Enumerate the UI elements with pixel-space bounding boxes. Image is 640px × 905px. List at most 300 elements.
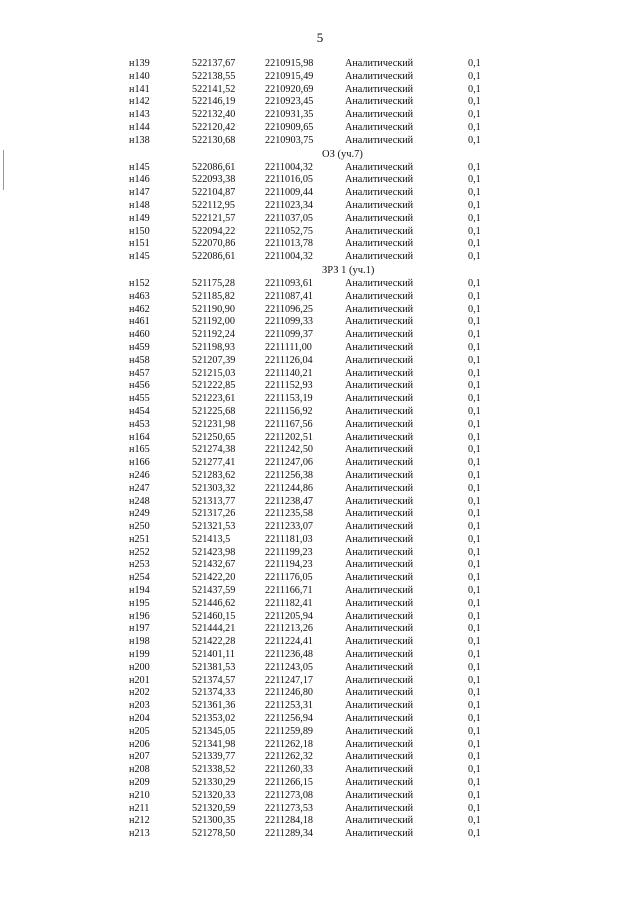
y-coordinate-cell: 2211194,23 (265, 559, 313, 571)
table-row (0, 572, 640, 585)
table-row (0, 342, 640, 355)
table-row (0, 598, 640, 611)
table-row (0, 393, 640, 406)
y-coordinate-cell: 2211166,71 (265, 585, 313, 597)
point-id-cell: н211 (129, 802, 150, 814)
y-coordinate-cell: 2211224,41 (265, 636, 314, 648)
section-heading-row (0, 148, 640, 162)
accuracy-cell: 0,1 (468, 482, 481, 494)
y-coordinate-cell: 2211233,07 (265, 521, 314, 533)
method-cell: Аналитический (345, 121, 414, 133)
point-id-cell: н151 (129, 238, 150, 250)
x-coordinate-cell: 521437,59 (192, 585, 236, 597)
table-row (0, 432, 640, 445)
point-id-cell: н253 (129, 559, 150, 571)
point-id-cell: н140 (129, 70, 150, 82)
accuracy-cell: 0,1 (468, 393, 481, 405)
x-coordinate-cell: 521321,53 (192, 521, 236, 533)
method-cell: Аналитический (345, 521, 414, 533)
x-coordinate-cell: 521185,82 (192, 290, 235, 302)
y-coordinate-cell: 2211213,26 (265, 623, 314, 635)
y-coordinate-cell: 2211253,31 (265, 700, 314, 712)
table-row (0, 84, 640, 97)
point-id-cell: н199 (129, 649, 150, 661)
accuracy-cell: 0,1 (468, 161, 481, 173)
table-row (0, 559, 640, 572)
accuracy-cell: 0,1 (468, 725, 481, 737)
accuracy-cell: 0,1 (468, 777, 481, 789)
y-coordinate-cell: 2211247,17 (265, 674, 314, 686)
method-cell: Аналитический (345, 354, 414, 366)
accuracy-cell: 0,1 (468, 713, 481, 725)
accuracy-cell: 0,1 (468, 828, 481, 840)
accuracy-cell: 0,1 (468, 96, 481, 108)
point-id-cell: н146 (129, 174, 150, 186)
accuracy-cell: 0,1 (468, 597, 481, 609)
accuracy-cell: 0,1 (468, 700, 481, 712)
table-row (0, 815, 640, 828)
y-coordinate-cell: 2211244,86 (265, 482, 314, 494)
point-id-cell: н205 (129, 725, 150, 737)
point-id-cell: н209 (129, 777, 150, 789)
table-row (0, 187, 640, 200)
x-coordinate-cell: 521207,39 (192, 354, 236, 366)
table-row (0, 135, 640, 148)
x-coordinate-cell: 521313,77 (192, 495, 236, 507)
accuracy-cell: 0,1 (468, 290, 481, 302)
table-row (0, 304, 640, 317)
y-coordinate-cell: 2211236,48 (265, 649, 314, 661)
x-coordinate-cell: 521192,00 (192, 316, 235, 328)
y-coordinate-cell: 2211259,89 (265, 725, 314, 737)
y-coordinate-cell: 2211262,32 (265, 751, 314, 763)
point-id-cell: н141 (129, 83, 150, 95)
table-row (0, 355, 640, 368)
table-row (0, 739, 640, 752)
method-cell: Аналитический (345, 495, 414, 507)
x-coordinate-cell: 521231,98 (192, 418, 236, 430)
y-coordinate-cell: 2211099,37 (265, 329, 314, 341)
x-coordinate-cell: 522086,61 (192, 161, 236, 173)
x-coordinate-cell: 521300,35 (192, 815, 236, 827)
method-cell: Аналитический (345, 393, 414, 405)
accuracy-cell: 0,1 (468, 109, 481, 121)
point-id-cell: н453 (129, 418, 150, 430)
page-number: 5 (316, 30, 324, 45)
table-row (0, 380, 640, 393)
table-row (0, 316, 640, 329)
method-cell: Аналитический (345, 341, 414, 353)
point-id-cell: н252 (129, 546, 150, 558)
table-row (0, 675, 640, 688)
table-row (0, 483, 640, 496)
x-coordinate-cell: 521345,05 (192, 725, 236, 737)
table-row (0, 226, 640, 239)
y-coordinate-cell: 2211202,51 (265, 431, 314, 443)
point-id-cell: н201 (129, 674, 150, 686)
x-coordinate-cell: 522132,40 (192, 109, 236, 121)
method-cell: Аналитический (345, 777, 414, 789)
y-coordinate-cell: 2211126,04 (265, 354, 313, 366)
x-coordinate-cell: 522141,52 (192, 83, 236, 95)
x-coordinate-cell: 521225,68 (192, 405, 236, 417)
table-row (0, 419, 640, 432)
y-coordinate-cell: 2211256,38 (265, 469, 314, 481)
point-id-cell: н202 (129, 687, 150, 699)
table-row (0, 200, 640, 213)
accuracy-cell: 0,1 (468, 789, 481, 801)
accuracy-cell: 0,1 (468, 329, 481, 341)
point-id-cell: н198 (129, 636, 150, 648)
accuracy-cell: 0,1 (468, 815, 481, 827)
x-coordinate-cell: 521278,50 (192, 828, 236, 840)
x-coordinate-cell: 521338,52 (192, 764, 236, 776)
y-coordinate-cell: 2211037,05 (265, 212, 314, 224)
y-coordinate-cell: 2211004,32 (265, 251, 314, 263)
x-coordinate-cell: 521303,32 (192, 482, 236, 494)
x-coordinate-cell: 521341,98 (192, 738, 236, 750)
y-coordinate-cell: 2210909,65 (265, 121, 314, 133)
table-row (0, 623, 640, 636)
x-coordinate-cell: 521423,98 (192, 546, 236, 558)
point-id-cell: н458 (129, 354, 150, 366)
method-cell: Аналитический (345, 316, 414, 328)
accuracy-cell: 0,1 (468, 341, 481, 353)
table-row (0, 329, 640, 342)
table-row (0, 649, 640, 662)
table-row (0, 368, 640, 381)
accuracy-cell: 0,1 (468, 187, 481, 199)
accuracy-cell: 0,1 (468, 212, 481, 224)
y-coordinate-cell: 2211199,23 (265, 546, 313, 558)
method-cell: Аналитический (345, 713, 414, 725)
y-coordinate-cell: 2211167,56 (265, 418, 313, 430)
method-cell: Аналитический (345, 431, 414, 443)
point-id-cell: н461 (129, 316, 150, 328)
point-id-cell: н164 (129, 431, 150, 443)
x-coordinate-cell: 521444,21 (192, 623, 236, 635)
method-cell: Аналитический (345, 457, 414, 469)
y-coordinate-cell: 2210903,75 (265, 134, 314, 146)
y-coordinate-cell: 2211013,78 (265, 238, 314, 250)
method-cell: Аналитический (345, 469, 414, 481)
y-coordinate-cell: 2211023,34 (265, 199, 314, 211)
accuracy-cell: 0,1 (468, 764, 481, 776)
y-coordinate-cell: 2211284,18 (265, 815, 314, 827)
scan-edge-mark (3, 150, 4, 190)
y-coordinate-cell: 2211096,25 (265, 303, 314, 315)
table-row (0, 496, 640, 509)
method-cell: Аналитический (345, 649, 414, 661)
table-row (0, 547, 640, 560)
y-coordinate-cell: 2210915,49 (265, 70, 314, 82)
x-coordinate-cell: 521432,67 (192, 559, 236, 571)
method-cell: Аналитический (345, 546, 414, 558)
x-coordinate-cell: 521374,33 (192, 687, 236, 699)
point-id-cell: н210 (129, 789, 150, 801)
x-coordinate-cell: 521250,65 (192, 431, 236, 443)
table-row (0, 109, 640, 122)
point-id-cell: н247 (129, 482, 150, 494)
x-coordinate-cell: 522120,42 (192, 121, 236, 133)
accuracy-cell: 0,1 (468, 623, 481, 635)
method-cell: Аналитический (345, 187, 414, 199)
y-coordinate-cell: 2211176,05 (265, 572, 313, 584)
point-id-cell: н454 (129, 405, 150, 417)
method-cell: Аналитический (345, 585, 414, 597)
table-row (0, 636, 640, 649)
x-coordinate-cell: 521320,33 (192, 789, 236, 801)
point-id-cell: н249 (129, 508, 150, 520)
point-id-cell: н459 (129, 341, 150, 353)
method-cell: Аналитический (345, 161, 414, 173)
table-row (0, 777, 640, 790)
y-coordinate-cell: 2210931,35 (265, 109, 314, 121)
point-id-cell: н463 (129, 290, 150, 302)
method-cell: Аналитический (345, 174, 414, 186)
x-coordinate-cell: 521190,90 (192, 303, 235, 315)
table-row (0, 251, 640, 264)
accuracy-cell: 0,1 (468, 572, 481, 584)
accuracy-cell: 0,1 (468, 238, 481, 250)
accuracy-cell: 0,1 (468, 431, 481, 443)
accuracy-cell: 0,1 (468, 636, 481, 648)
x-coordinate-cell: 521215,03 (192, 367, 236, 379)
method-cell: Аналитический (345, 405, 414, 417)
point-id-cell: н152 (129, 277, 150, 289)
method-cell: Аналитический (345, 225, 414, 237)
method-cell: Аналитический (345, 559, 414, 571)
accuracy-cell: 0,1 (468, 121, 481, 133)
accuracy-cell: 0,1 (468, 444, 481, 456)
x-coordinate-cell: 522138,55 (192, 70, 236, 82)
accuracy-cell: 0,1 (468, 251, 481, 263)
method-cell: Аналитический (345, 70, 414, 82)
accuracy-cell: 0,1 (468, 495, 481, 507)
y-coordinate-cell: 2211273,08 (265, 789, 314, 801)
y-coordinate-cell: 2211004,32 (265, 161, 314, 173)
point-id-cell: н197 (129, 623, 150, 635)
accuracy-cell: 0,1 (468, 802, 481, 814)
y-coordinate-cell: 2211111,00 (265, 341, 312, 353)
table-row (0, 71, 640, 84)
point-id-cell: н147 (129, 187, 150, 199)
accuracy-cell: 0,1 (468, 277, 481, 289)
x-coordinate-cell: 521401,11 (192, 649, 235, 661)
x-coordinate-cell: 522130,68 (192, 134, 236, 146)
y-coordinate-cell: 2210923,45 (265, 96, 314, 108)
accuracy-cell: 0,1 (468, 174, 481, 186)
x-coordinate-cell: 521283,62 (192, 469, 236, 481)
method-cell: Аналитический (345, 444, 414, 456)
x-coordinate-cell: 521198,93 (192, 341, 235, 353)
point-id-cell: н195 (129, 597, 150, 609)
table-row (0, 96, 640, 109)
table-row (0, 213, 640, 226)
accuracy-cell: 0,1 (468, 354, 481, 366)
point-id-cell: н165 (129, 444, 150, 456)
y-coordinate-cell: 2211087,41 (265, 290, 314, 302)
method-cell: Аналитический (345, 238, 414, 250)
x-coordinate-cell: 521192,24 (192, 329, 235, 341)
accuracy-cell: 0,1 (468, 58, 481, 69)
point-id-cell: н254 (129, 572, 150, 584)
accuracy-cell: 0,1 (468, 546, 481, 558)
table-row (0, 444, 640, 457)
table-row (0, 700, 640, 713)
table-row (0, 521, 640, 534)
y-coordinate-cell: 2211262,18 (265, 738, 314, 750)
y-coordinate-cell: 2211181,03 (265, 533, 313, 545)
x-coordinate-cell: 521353,02 (192, 713, 236, 725)
table-row (0, 751, 640, 764)
x-coordinate-cell: 521422,20 (192, 572, 236, 584)
point-id-cell: н203 (129, 700, 150, 712)
method-cell: Аналитический (345, 482, 414, 494)
point-id-cell: н246 (129, 469, 150, 481)
x-coordinate-cell: 522086,61 (192, 251, 236, 263)
table-row (0, 291, 640, 304)
method-cell: Аналитический (345, 290, 414, 302)
accuracy-cell: 0,1 (468, 674, 481, 686)
accuracy-cell: 0,1 (468, 687, 481, 699)
method-cell: Аналитический (345, 212, 414, 224)
x-coordinate-cell: 521381,53 (192, 661, 236, 673)
accuracy-cell: 0,1 (468, 521, 481, 533)
y-coordinate-cell: 2211243,05 (265, 661, 314, 673)
y-coordinate-cell: 2211256,94 (265, 713, 314, 725)
point-id-cell: н139 (129, 58, 150, 69)
method-cell: Аналитический (345, 636, 414, 648)
x-coordinate-cell: 521222,85 (192, 380, 236, 392)
x-coordinate-cell: 521223,61 (192, 393, 236, 405)
accuracy-cell: 0,1 (468, 508, 481, 520)
x-coordinate-cell: 522070,86 (192, 238, 236, 250)
accuracy-cell: 0,1 (468, 70, 481, 82)
method-cell: Аналитический (345, 199, 414, 211)
point-id-cell: н150 (129, 225, 150, 237)
x-coordinate-cell: 521320,59 (192, 802, 236, 814)
method-cell: Аналитический (345, 751, 414, 763)
method-cell: Аналитический (345, 134, 414, 146)
point-id-cell: н462 (129, 303, 150, 315)
y-coordinate-cell: 2211273,53 (265, 802, 314, 814)
x-coordinate-cell: 521446,62 (192, 597, 236, 609)
point-id-cell: н250 (129, 521, 150, 533)
table-row (0, 687, 640, 700)
y-coordinate-cell: 2211016,05 (265, 174, 314, 186)
x-coordinate-cell: 522137,67 (192, 58, 236, 69)
method-cell: Аналитический (345, 96, 414, 108)
point-id-cell: н204 (129, 713, 150, 725)
point-id-cell: н148 (129, 199, 150, 211)
method-cell: Аналитический (345, 251, 414, 263)
y-coordinate-cell: 2211238,47 (265, 495, 314, 507)
accuracy-cell: 0,1 (468, 134, 481, 146)
table-row (0, 58, 640, 71)
method-cell: Аналитический (345, 828, 414, 840)
point-id-cell: н456 (129, 380, 150, 392)
method-cell: Аналитический (345, 802, 414, 814)
y-coordinate-cell: 2211093,61 (265, 277, 314, 289)
method-cell: Аналитический (345, 725, 414, 737)
table-row (0, 508, 640, 521)
table-row (0, 790, 640, 803)
y-coordinate-cell: 2211289,34 (265, 828, 314, 840)
x-coordinate-cell: 521175,28 (192, 277, 235, 289)
method-cell: Аналитический (345, 367, 414, 379)
x-coordinate-cell: 521339,77 (192, 751, 236, 763)
point-id-cell: н145 (129, 161, 150, 173)
y-coordinate-cell: 2211182,41 (265, 597, 313, 609)
accuracy-cell: 0,1 (468, 316, 481, 328)
accuracy-cell: 0,1 (468, 585, 481, 597)
method-cell: Аналитический (345, 418, 414, 430)
method-cell: Аналитический (345, 303, 414, 315)
method-cell: Аналитический (345, 508, 414, 520)
y-coordinate-cell: 2211266,15 (265, 777, 314, 789)
y-coordinate-cell: 2211052,75 (265, 225, 314, 237)
point-id-cell: н248 (129, 495, 150, 507)
accuracy-cell: 0,1 (468, 199, 481, 211)
y-coordinate-cell: 2211205,94 (265, 610, 314, 622)
point-id-cell: н196 (129, 610, 150, 622)
accuracy-cell: 0,1 (468, 738, 481, 750)
method-cell: Аналитический (345, 380, 414, 392)
x-coordinate-cell: 522121,57 (192, 212, 236, 224)
table-row (0, 726, 640, 739)
x-coordinate-cell: 522104,87 (192, 187, 236, 199)
point-id-cell: н138 (129, 134, 150, 146)
y-coordinate-cell: 2211235,58 (265, 508, 314, 520)
point-id-cell: н457 (129, 367, 150, 379)
point-id-cell: н208 (129, 764, 150, 776)
table-row (0, 238, 640, 251)
y-coordinate-cell: 2211247,06 (265, 457, 314, 469)
x-coordinate-cell: 522094,22 (192, 225, 236, 237)
method-cell: Аналитический (345, 700, 414, 712)
accuracy-cell: 0,1 (468, 367, 481, 379)
y-coordinate-cell: 2211140,21 (265, 367, 313, 379)
section-title: ЗРЗ 1 (уч.1) (322, 264, 375, 276)
method-cell: Аналитический (345, 661, 414, 673)
table-row (0, 611, 640, 624)
method-cell: Аналитический (345, 674, 414, 686)
accuracy-cell: 0,1 (468, 469, 481, 481)
method-cell: Аналитический (345, 533, 414, 545)
method-cell: Аналитический (345, 687, 414, 699)
x-coordinate-cell: 522093,38 (192, 174, 236, 186)
point-id-cell: н213 (129, 828, 150, 840)
point-id-cell: н206 (129, 738, 150, 750)
accuracy-cell: 0,1 (468, 610, 481, 622)
y-coordinate-cell: 2211009,44 (265, 187, 314, 199)
point-id-cell: н460 (129, 329, 150, 341)
point-id-cell: н212 (129, 815, 150, 827)
table-row (0, 662, 640, 675)
accuracy-cell: 0,1 (468, 457, 481, 469)
y-coordinate-cell: 2211099,33 (265, 316, 314, 328)
accuracy-cell: 0,1 (468, 751, 481, 763)
method-cell: Аналитический (345, 109, 414, 121)
section-heading-row (0, 264, 640, 278)
table-row (0, 803, 640, 816)
method-cell: Аналитический (345, 572, 414, 584)
point-id-cell: н149 (129, 212, 150, 224)
method-cell: Аналитический (345, 83, 414, 95)
point-id-cell: н200 (129, 661, 150, 673)
point-id-cell: н144 (129, 121, 150, 133)
